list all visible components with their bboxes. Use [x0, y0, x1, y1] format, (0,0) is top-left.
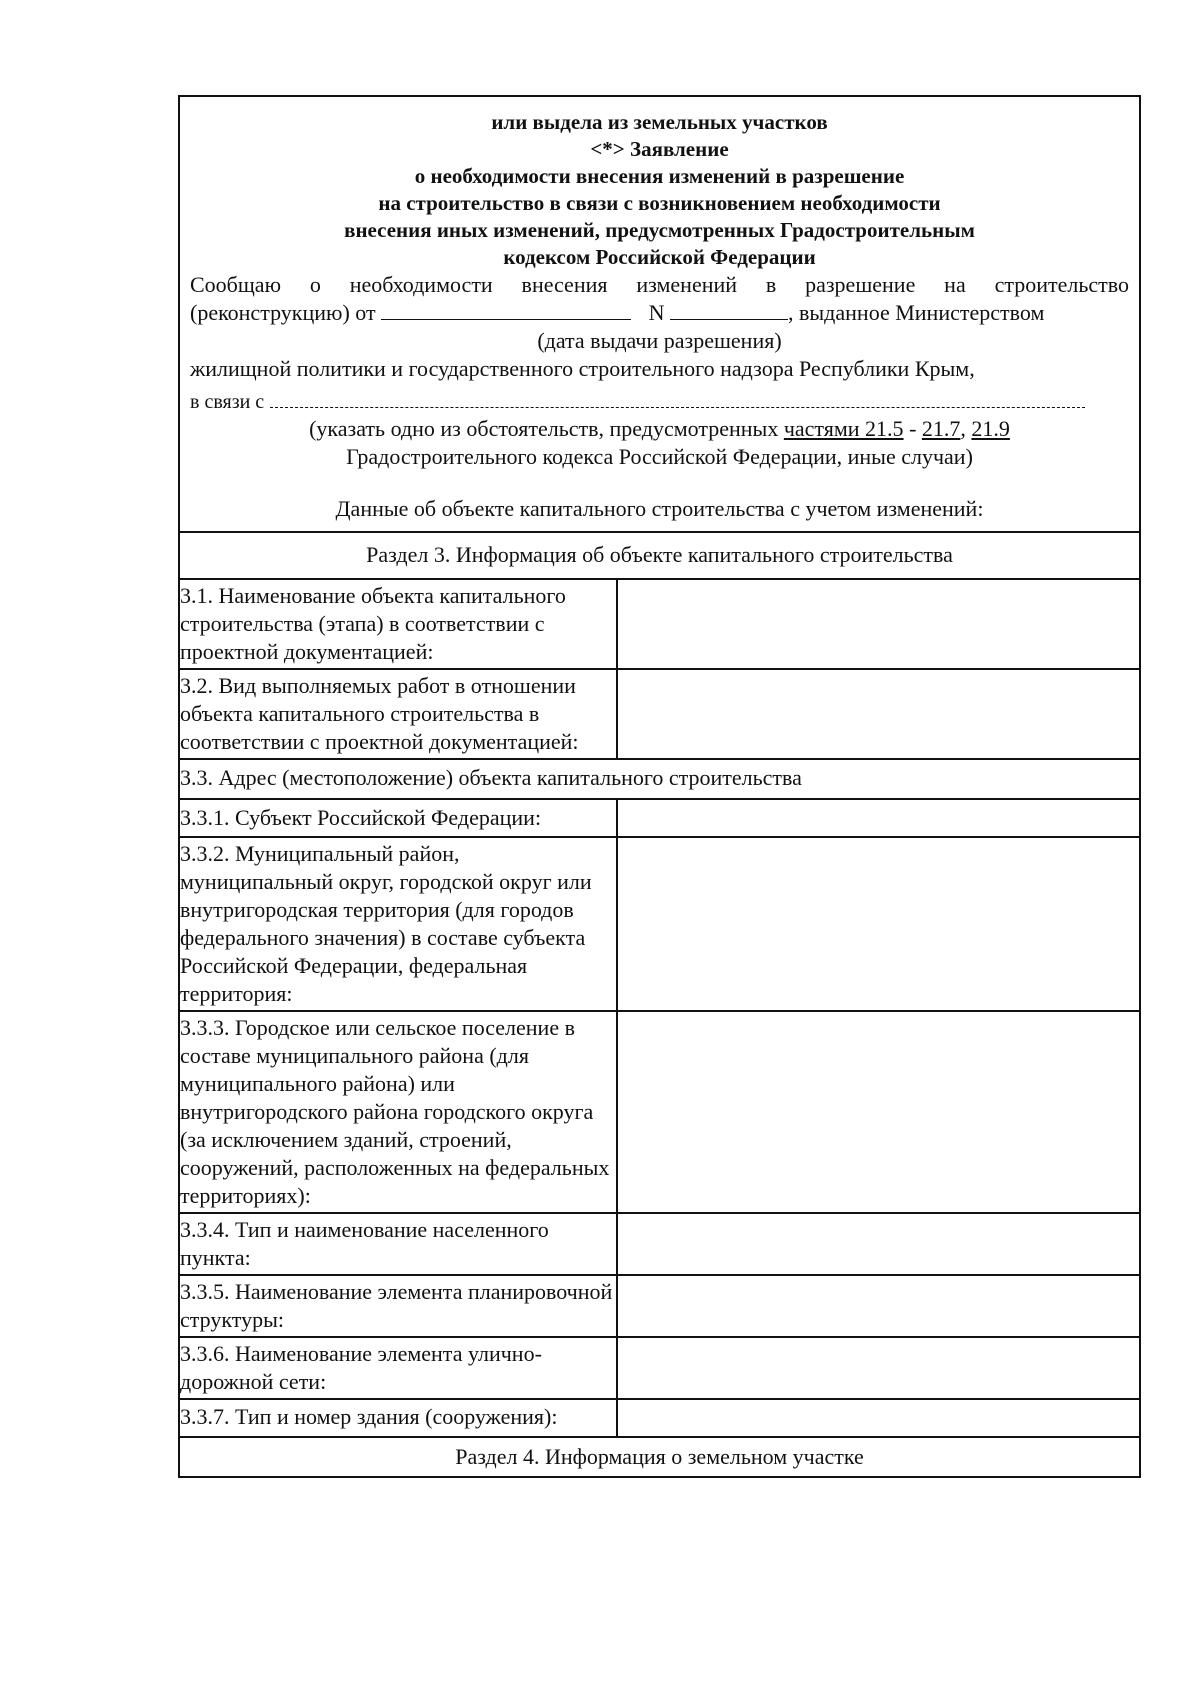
- row-value-3-3-6[interactable]: [618, 1338, 1139, 1398]
- row-value-3-2[interactable]: [618, 670, 1139, 758]
- intro-suffix: , выданное Министерством: [788, 300, 1045, 325]
- row-label-3-3-4: 3.3.4. Тип и наименование населенного пункта:: [180, 1214, 618, 1274]
- row-label-3-3-6: 3.3.6. Наименование элемента улично-дорожной сети:: [180, 1338, 618, 1398]
- row-label-3-3-7: 3.3.7. Тип и номер здания (сооружения):: [180, 1400, 618, 1436]
- section-3-title: Раздел 3. Информация об объекте капитального строительства: [180, 533, 1139, 580]
- law-link-21-5[interactable]: частями 21.5: [783, 416, 904, 441]
- row-label-3-3: 3.3. Адрес (местоположение) объекта капитального строительства: [180, 765, 802, 790]
- row-label-3-3-3: 3.3.3. Городское или сельское поселение в составе муниципального района (для муниципального района) или внутригородского района городского округа (за исключением зданий, строений, сооружений, расположенных на федеральных территориях):: [180, 1012, 618, 1212]
- date-hint: (дата выдачи разрешения): [537, 328, 782, 353]
- row-value-3-3-5[interactable]: [618, 1276, 1139, 1336]
- intro-prefix: (реконструкцию) от: [190, 300, 376, 325]
- reason-blank[interactable]: [270, 393, 1085, 408]
- row-value-3-3-2[interactable]: [618, 838, 1139, 1010]
- table-row: [180, 800, 1139, 838]
- table-row: [180, 1338, 1139, 1400]
- table-row: [180, 760, 1139, 800]
- permit-date-blank[interactable]: [381, 301, 631, 320]
- permit-date-line: [190, 299, 1129, 327]
- title-line: кодексом Российской Федерации: [503, 245, 816, 269]
- row-value-3-1[interactable]: [618, 580, 1139, 668]
- reason-hint-line2: Градостроительного кодекса Российской Федерации, иные случаи): [346, 444, 973, 469]
- table-row: [180, 580, 1139, 670]
- row-label-3-3-5: 3.3.5. Наименование элемента планировочной структуры:: [180, 1276, 618, 1336]
- title-line: на строительство в связи с возникновением необходимости: [378, 191, 941, 215]
- row-value-3-3-4[interactable]: [618, 1214, 1139, 1274]
- title-line: или выдела из земельных участков: [491, 110, 828, 134]
- table-row: [180, 1214, 1139, 1276]
- reason-hint: [190, 415, 1129, 443]
- form-header: [180, 97, 1139, 533]
- reason-prefix: в связи с: [190, 391, 265, 413]
- row-value-3-3-1[interactable]: [618, 800, 1139, 836]
- reason-hint-dash: -: [903, 416, 922, 441]
- law-link-21-7[interactable]: 21.7: [921, 416, 961, 441]
- table-row: [180, 1400, 1139, 1438]
- law-link-21-9[interactable]: 21.9: [971, 416, 1010, 441]
- title-line: <*> Заявление: [590, 137, 729, 161]
- title-line: внесения иных изменений, предусмотренных Градостроительным: [344, 218, 975, 242]
- application-form: [178, 95, 1141, 1478]
- permit-number-blank[interactable]: [670, 301, 788, 320]
- row-label-3-3-1: 3.3.1. Субъект Российской Федерации:: [180, 800, 618, 836]
- row-label-3-1: 3.1. Наименование объекта капитального строительства (этапа) в соответствии с проектной документацией:: [180, 580, 618, 668]
- reason-hint-comma: ,: [960, 416, 972, 441]
- data-caption: Данные об объекте капитального строительства с учетом изменений:: [335, 496, 984, 521]
- row-value-3-3-7[interactable]: [618, 1400, 1139, 1436]
- row-value-3-3-3[interactable]: [618, 1012, 1139, 1212]
- ministry-line: жилищной политики и государственного строительного надзора Республики Крым,: [190, 356, 975, 381]
- reason-hint-text: (указать одно из обстоятельств, предусмотренных: [309, 416, 779, 441]
- row-label-3-2: 3.2. Вид выполняемых работ в отношении объекта капитального строительства в соответствии с проектной документацией:: [180, 670, 618, 758]
- title-line: о необходимости внесения изменений в разрешение: [414, 164, 905, 188]
- table-row: [180, 670, 1139, 760]
- number-label: N: [648, 300, 665, 325]
- table-row: [180, 1276, 1139, 1338]
- table-row: [180, 838, 1139, 1012]
- table-row: [180, 1012, 1139, 1214]
- row-label-3-3-2: 3.3.2. Муниципальный район, муниципальный округ, городской округ или внутригородская территория (для городов федерального значения) в составе субъекта Российской Федерации, федеральная территория:: [180, 838, 618, 1010]
- reason-line: [190, 387, 1129, 415]
- intro-line: Сообщаю о необходимости внесения изменений в разрешение на строительство: [190, 272, 1129, 297]
- section-4-title: Раздел 4. Информация о земельном участке: [455, 1444, 864, 1469]
